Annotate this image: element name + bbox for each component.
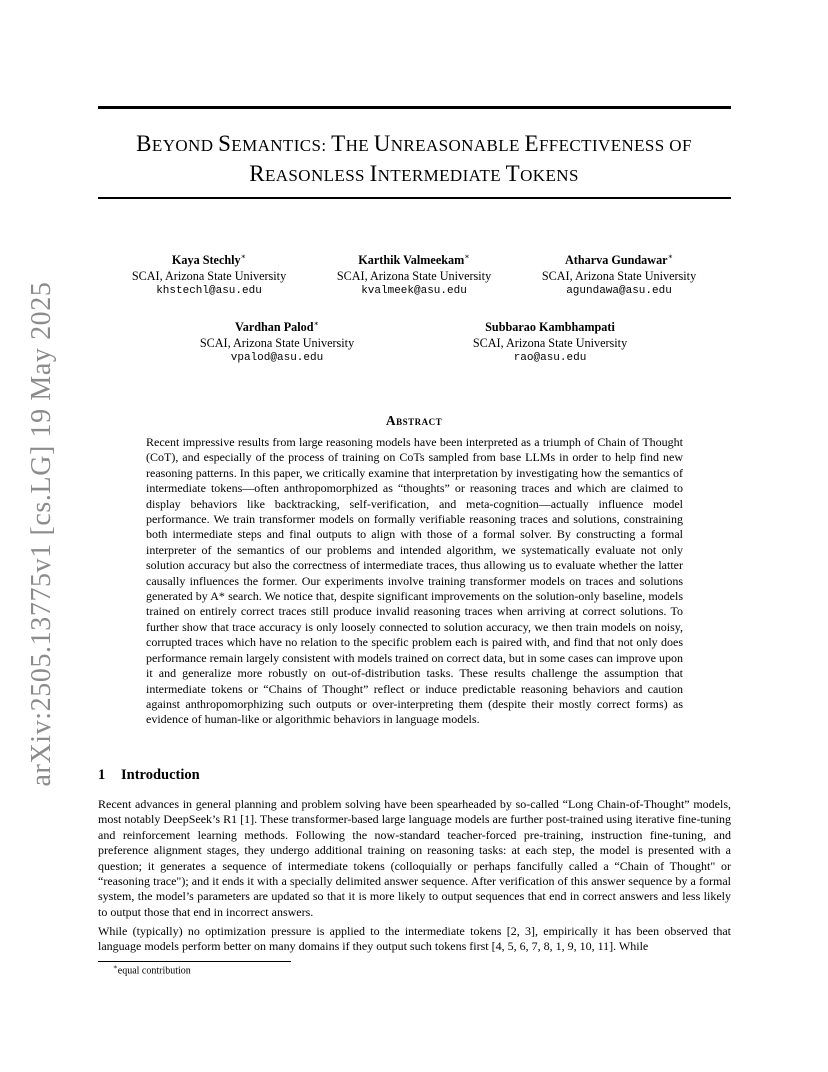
author-name: Vardhan Palod∗	[235, 319, 319, 335]
author-block	[519, 249, 719, 300]
author-name: Kaya Stechly∗	[171, 252, 247, 268]
section-number: 1	[98, 767, 106, 783]
author-affiliation: SCAI, Arizona State University	[131, 268, 287, 283]
title-bottom-rule	[98, 197, 731, 199]
author-email[interactable]: kvalmeek@asu.edu	[361, 285, 467, 298]
abstract-heading: Abstract	[385, 413, 443, 428]
author-block	[450, 316, 650, 367]
author-block	[314, 249, 514, 300]
author-email[interactable]: vpalod@asu.edu	[230, 352, 324, 365]
author-affiliation: SCAI, Arizona State University	[336, 268, 492, 283]
author-affiliation: SCAI, Arizona State University	[472, 335, 628, 350]
title-line-2: REASONLESS INTERMEDIATE TOKENS	[249, 161, 579, 186]
footnote-text: equal contribution	[117, 965, 191, 977]
author-email[interactable]: agundawa@asu.edu	[566, 285, 672, 298]
footnote-rule	[98, 961, 291, 962]
author-name: Subbarao Kambhampati	[485, 320, 615, 335]
author-email[interactable]: rao@asu.edu	[513, 352, 587, 365]
section-heading	[98, 767, 200, 784]
author-block	[177, 316, 377, 367]
footnote-mark: ∗	[113, 963, 118, 971]
author-affiliation: SCAI, Arizona State University	[199, 335, 355, 350]
title-line-1: BEYOND SEMANTICS: THE UNREASONABLE EFFECTIVENESS OF	[136, 131, 692, 156]
author-email[interactable]: khstechl@asu.edu	[156, 285, 262, 298]
section-title: Introduction	[121, 767, 200, 783]
author-affiliation: SCAI, Arizona State University	[541, 268, 697, 283]
title-top-rule	[98, 106, 731, 109]
footnote	[113, 963, 191, 976]
intro-paragraph-2: While (typically) no optimization pressure is applied to the intermediate tokens [2, 3], empirically it has been observed that language models perform better on many domains if they output such tokens first [4, 5, 6, 7, 8, 1, 9, 10, 11]. While	[98, 924, 731, 954]
abstract-body: Recent impressive results from large reasoning models have been interpreted as a triumph of Chain of Thought (CoT), and especially of the process of training on CoTs sampled from base LLMs in order to help find new reasoning patterns. In this paper, we critically examine that interpretation by investigating how the semantics of intermediate tokens—often anthropomorphized as “thoughts” or reasoning traces and which are claimed to display behaviors like backtracking, self-verification, and meta-cognition—actually influence model performance. We train transformer models on formally verifiable reasoning traces and solutions, constraining both intermediate steps and final outputs to align with those of a formal solver. By constructing a formal interpreter of the semantics of our problems and intended algorithm, we systematically evaluate not only solution accuracy but also the correctness of intermediate traces, thus allowing us to evaluate whether the latter causally influences the former. Our experiments involve training transformer models on traces and solutions generated by A* search. We notice that, despite significant improvements on the solution-only baseline, models trained on entirely correct traces still produce invalid reasoning traces when arriving at correct solutions. To further show that trace accuracy is only loosely connected to solution accuracy, we then train models on noisy, corrupted traces which have no relation to the specific problem each is paired with, and find that not only does performance remain largely consistent with models trained on correct data, but in some cases can improve upon it and generalize more robustly on out-of-distribution tasks. These results challenge the assumption that intermediate tokens or “Chains of Thought” reflect or induce predictable reasoning behaviors and caution against anthropomorphizing such outputs or over-interpreting them (despite their mostly correct forms) as evidence of human-like or algorithmic behaviors in language models.	[146, 435, 683, 727]
author-block	[109, 249, 309, 300]
arxiv-stamp: arXiv:2505.13775v1 [cs.LG] 19 May 2025	[26, 281, 57, 787]
author-name: Karthik Valmeekam∗	[358, 252, 470, 268]
paper-title	[60, 130, 768, 190]
intro-paragraph-1: Recent advances in general planning and problem solving have been spearheaded by so-called “Long Chain-of-Thought” models, most notably DeepSeek’s R1 [1]. These transformer-based large language models are further post-trained using iterative fine-tuning and reinforcement learning methods. Following the now-standard teacher-forced pre-training, instruction fine-tuning, and preference alignment stages, they undergo additional training on reasoning tasks: at each step, the model is presented with a question; it generates a sequence of intermediate tokens (colloquially or perhaps fancifully called a “Chain of Thought" or “reasoning trace"); and it ends it with a specially delimited answer sequence. After verification of this answer sequence by a formal system, the model’s parameters are updated so that it is more likely to output sequences that end in correct answers and less likely to output those that end in incorrect answers.	[98, 797, 731, 919]
author-name: Atharva Gundawar∗	[564, 252, 674, 268]
